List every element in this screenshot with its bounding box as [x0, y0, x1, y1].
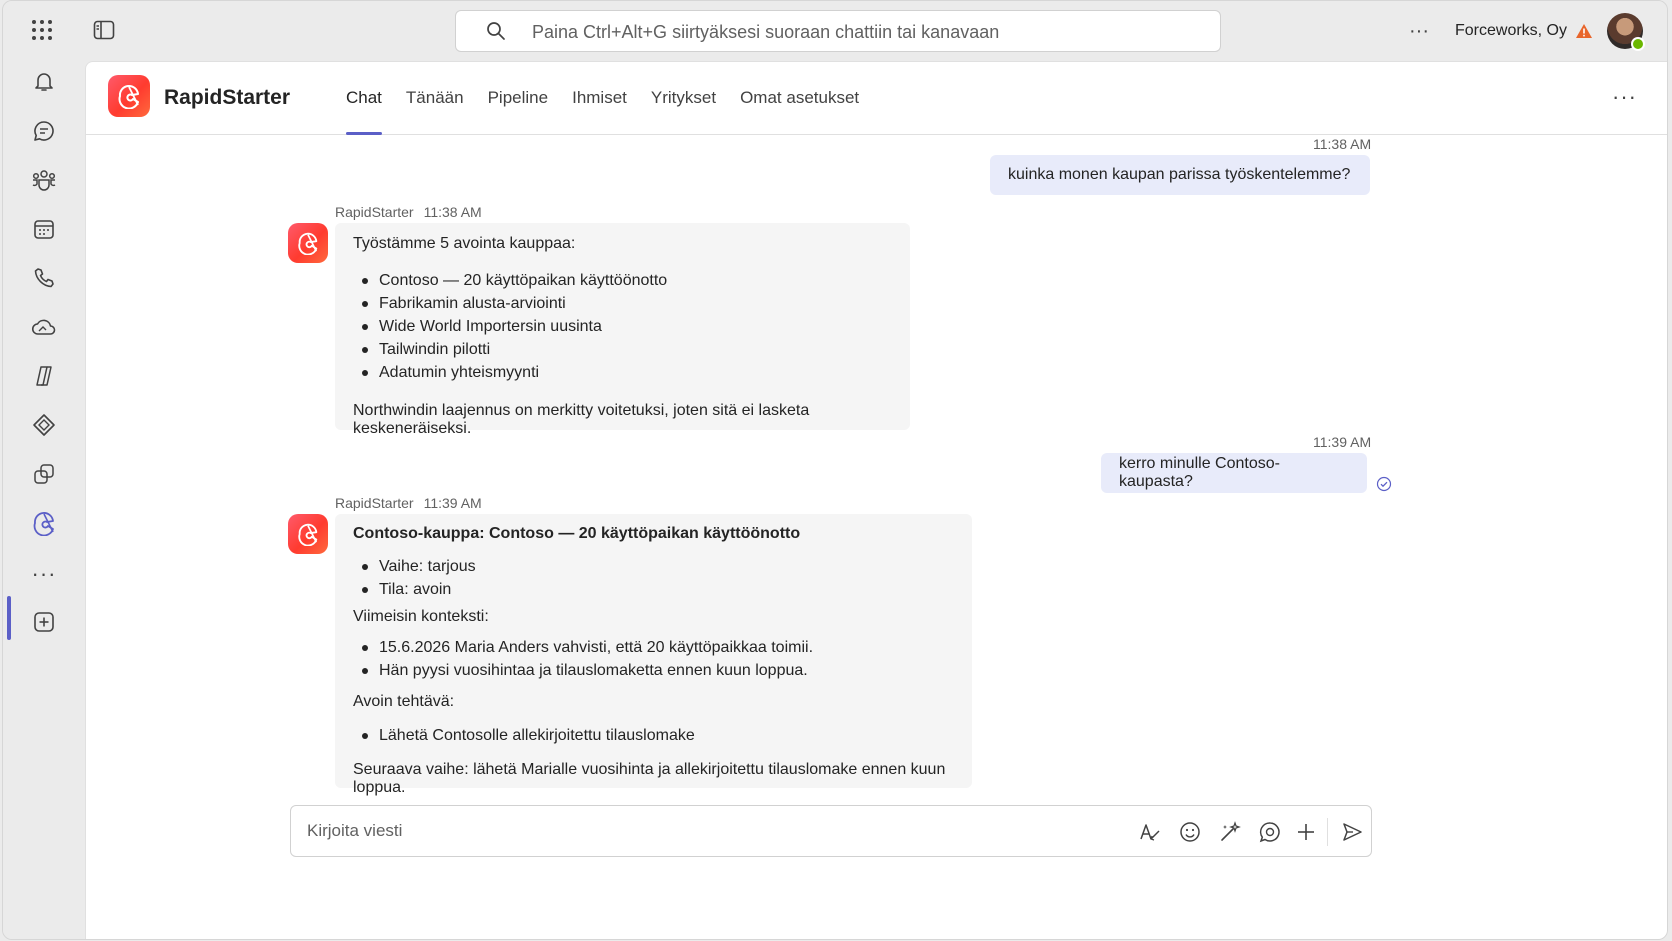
top-bar [3, 1, 1667, 61]
organization-name[interactable]: Forceworks, Oy [1454, 22, 1567, 39]
list-item: Wide World Importersin uusinta [379, 315, 667, 338]
app-more-button[interactable]: ··· [1612, 84, 1637, 109]
search-bar[interactable] [455, 10, 1221, 52]
rail-item-viva[interactable] [20, 454, 68, 498]
warning-icon[interactable] [1575, 23, 1593, 39]
list-item: Adatumin yhteismyynti [379, 361, 667, 384]
bot-message[interactable] [335, 514, 972, 796]
message-timestamp: 11:39 AM [423, 495, 482, 511]
avatar[interactable] [1607, 13, 1643, 49]
teams-icon [31, 168, 57, 197]
message-intro: Työstämme 5 avointa kauppaa: [353, 235, 576, 252]
left-rail [3, 61, 85, 939]
message-timestamp: 11:38 AM [1313, 136, 1372, 152]
rapidstarter-icon [31, 510, 57, 541]
next-step: Seuraava vaihe: lähetä Marialle vuosihinta ja allekirjoitettu tilauslomake ennen kuun loppua. [353, 761, 946, 796]
plus-square-icon [32, 610, 56, 639]
rail-item-apps[interactable] [20, 405, 68, 449]
message-timestamp: 11:38 AM [423, 204, 482, 220]
diamond-icon [32, 413, 56, 442]
format-icon[interactable] [1137, 819, 1163, 845]
rail-item-calendar[interactable] [20, 209, 68, 253]
message-note: Northwindin laajennus on merkitty voitetuksi, joten sitä ei lasketa keskeneräiseksi. [353, 402, 810, 437]
bot-message[interactable] [335, 223, 910, 437]
sender-name: RapidStarter [335, 204, 414, 220]
composer-placeholder: Kirjoita viesti [307, 821, 403, 840]
rail-item-calls[interactable] [20, 258, 68, 302]
deal-list [335, 269, 667, 384]
rail-item-teams[interactable] [20, 160, 68, 204]
app-launcher-icon[interactable] [29, 17, 55, 43]
user-message[interactable] [990, 155, 1370, 195]
chat-icon [32, 119, 56, 148]
task-label: Avoin tehtävä: [353, 693, 455, 710]
message-composer[interactable] [290, 805, 1372, 857]
list-item: Tila: avoin [379, 578, 476, 601]
rail-item-copilot[interactable] [20, 356, 68, 400]
seen-check-icon [1376, 476, 1392, 497]
more-options-button[interactable]: ··· [1409, 19, 1429, 42]
message-text: kuinka monen kaupan parissa työskentelemme? [1008, 166, 1351, 183]
list-item: Tailwindin pilotti [379, 338, 667, 361]
status-list [335, 555, 476, 601]
teams-window [2, 0, 1668, 940]
top-bar-right [1409, 1, 1643, 61]
loop-icon[interactable] [1257, 819, 1283, 845]
list-item: Contoso — 20 käyttöpaikan käyttöönotto [379, 269, 667, 292]
sender-name: RapidStarter [335, 495, 414, 511]
tab-today[interactable]: Tänään [405, 88, 464, 107]
bell-icon [32, 69, 56, 98]
rail-item-add-apps[interactable] [20, 602, 68, 646]
task-list [335, 724, 695, 747]
search-icon [486, 21, 506, 46]
more-icon: ··· [31, 561, 57, 586]
rail-active-indicator [7, 596, 11, 640]
list-item: 15.6.2026 Maria Anders vahvisti, että 20 käyttöpaikkaa toimii. [379, 636, 813, 659]
rapidstarter-logo-icon [108, 75, 150, 117]
list-item: Fabrikamin alusta-arviointi [379, 292, 667, 315]
tab-companies[interactable]: Yritykset [650, 88, 717, 107]
viva-icon [32, 462, 56, 491]
rail-item-onedrive[interactable] [20, 307, 68, 351]
tab-my-settings[interactable]: Omat asetukset [740, 88, 860, 107]
user-message[interactable] [1101, 453, 1367, 493]
app-header [86, 62, 1667, 135]
tab-pipeline[interactable]: Pipeline [487, 88, 549, 107]
tab-people[interactable]: Ihmiset [572, 88, 627, 107]
presence-available-icon [1631, 37, 1645, 51]
list-item: Vaihe: tarjous [379, 555, 476, 578]
app-tabs [334, 62, 871, 135]
sparkle-icon[interactable] [1217, 819, 1243, 845]
emoji-icon[interactable] [1177, 819, 1203, 845]
sidebar-toggle-icon[interactable] [91, 17, 117, 43]
list-item: Lähetä Contosolle allekirjoitettu tilauslomake [379, 724, 695, 747]
main-panel [85, 61, 1667, 939]
list-item: Hän pyysi vuosihintaa ja tilauslomaketta ennen kuun loppua. [379, 659, 813, 682]
context-list [335, 636, 813, 682]
tab-chat[interactable]: Chat [334, 62, 394, 135]
send-icon[interactable] [1339, 819, 1365, 845]
message-meta [335, 204, 482, 220]
deal-title: Contoso-kauppa: Contoso — 20 käyttöpaikan käyttöönotto [353, 525, 801, 542]
search-placeholder: Paina Ctrl+Alt+G siirtyäksesi suoraan chattiin tai kanavaan [532, 22, 1000, 42]
cloud-icon [31, 316, 57, 343]
rail-item-more[interactable] [20, 552, 68, 596]
phone-icon [32, 266, 56, 295]
context-label: Viimeisin konteksti: [353, 608, 489, 625]
rail-item-activity[interactable] [20, 61, 68, 105]
message-timestamp: 11:39 AM [1313, 434, 1372, 450]
calendar-icon [32, 217, 56, 246]
rail-item-chat[interactable] [20, 111, 68, 155]
composer-divider [1327, 818, 1328, 846]
app-name: RapidStarter [164, 86, 291, 109]
bot-avatar-icon [288, 514, 328, 554]
message-meta [335, 495, 482, 511]
rail-item-rapidstarter[interactable] [20, 503, 68, 547]
plus-icon[interactable] [1293, 819, 1319, 845]
copilot-icon [32, 364, 56, 393]
message-text: kerro minulle Contoso-kaupasta? [1119, 455, 1280, 490]
bot-avatar-icon [288, 223, 328, 263]
